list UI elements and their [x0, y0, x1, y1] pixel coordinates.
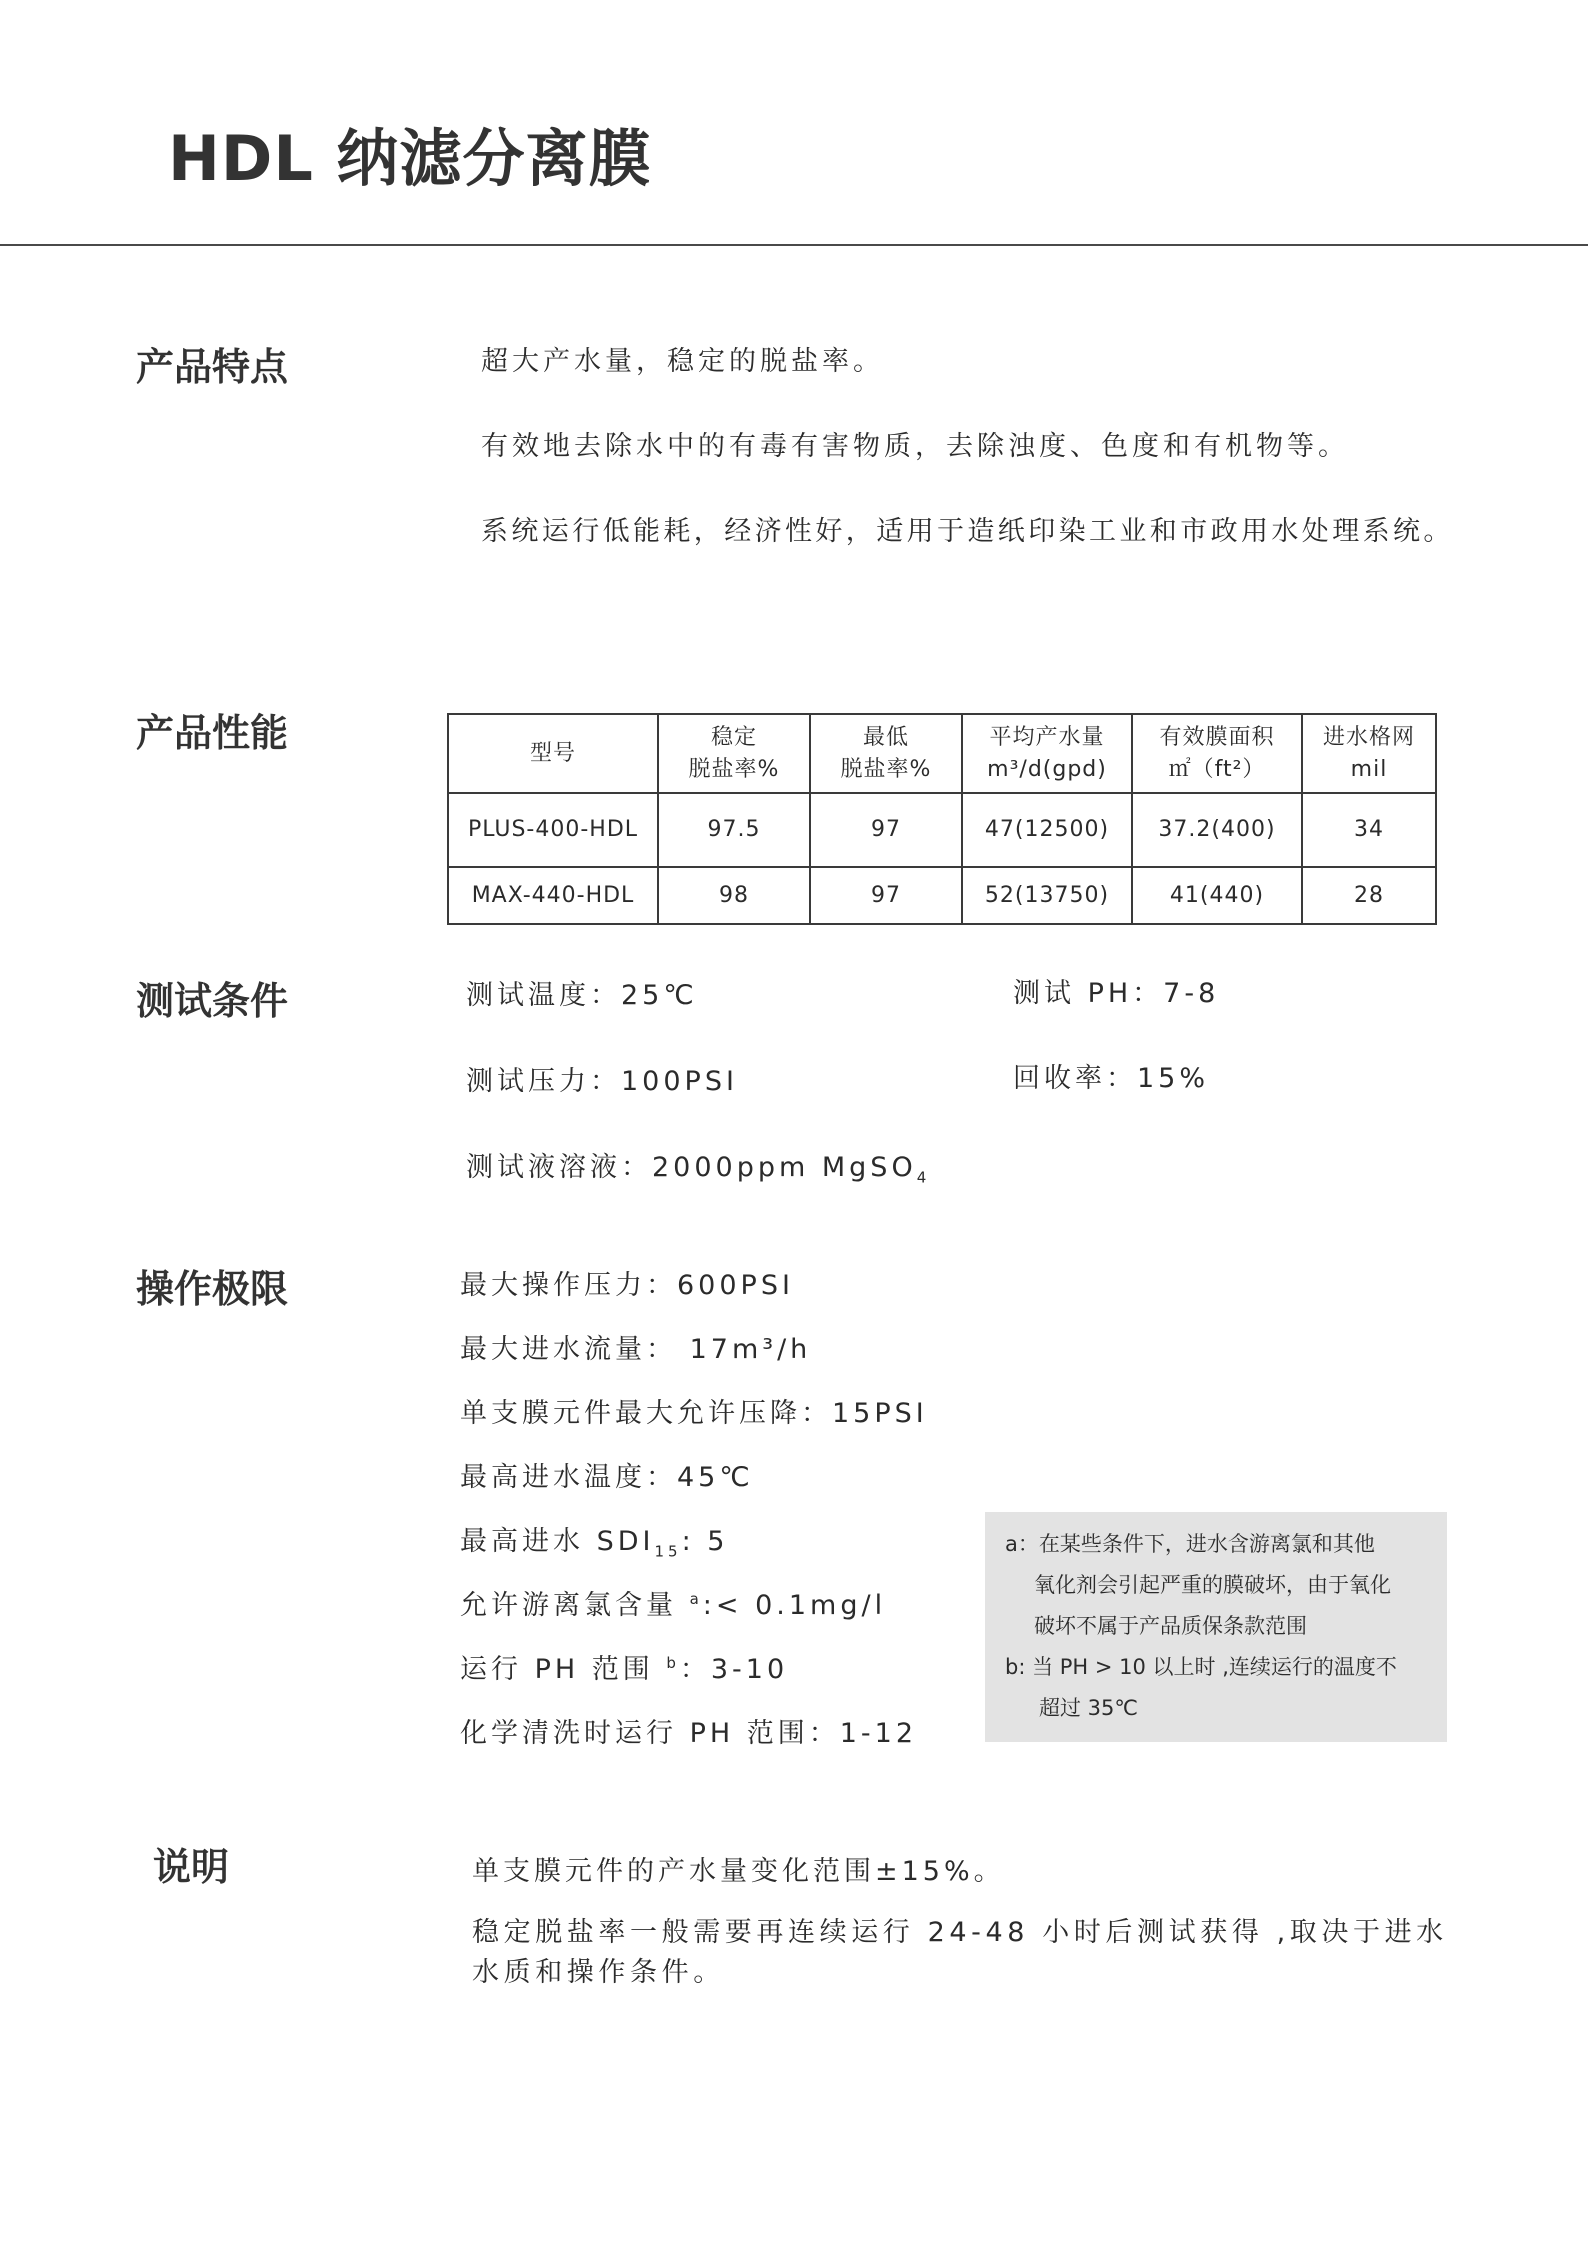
- header-min-rejection: 最低 脱盐率%: [810, 714, 962, 793]
- table-cell: 97: [810, 793, 962, 867]
- page-title: HDL 纳滤分离膜: [168, 122, 652, 195]
- feature-line-3: 系统运行低能耗，经济性好，适用于造纸印染工业和市政用水处理系统。: [481, 516, 1454, 547]
- limit-max-flow: 最大进水流量： 17m³/h: [460, 1334, 812, 1365]
- table-cell: MAX-440-HDL: [448, 867, 658, 924]
- header-membrane-area: 有效膜面积 ㎡（ft²）: [1132, 714, 1302, 793]
- header-avg-flow: 平均产水量 m³/d(gpd): [962, 714, 1132, 793]
- test-recovery: 回收率：15%: [1013, 1063, 1210, 1094]
- table-cell: 28: [1302, 867, 1436, 924]
- performance-heading: 产品性能: [136, 711, 289, 755]
- remark-line-2: 稳定脱盐率一般需要再连续运行 24-48 小时后测试获得 ,取决于进水水质和操作条件。: [472, 1917, 1448, 1988]
- footnote-b-line-1: b: 当 PH > 10 以上时 ,连续运行的温度不: [1005, 1655, 1397, 1679]
- table-cell: 34: [1302, 793, 1436, 867]
- footnote-a-line-3: 破坏不属于产品质保条款范围: [1034, 1614, 1307, 1638]
- test-solution: 测试液溶液：2000ppm MgSO$_4$: [466, 1152, 931, 1187]
- limit-ph-range: 运行 PH 范围 $^b$：3-10: [460, 1654, 789, 1685]
- header-feed-spacer: 进水格网 mil: [1302, 714, 1436, 793]
- title-divider: [0, 244, 1588, 246]
- feature-line-1: 超大产水量，稳定的脱盐率。: [481, 346, 884, 377]
- performance-table: [447, 713, 1437, 925]
- limit-max-pressure: 最大操作压力：600PSI: [460, 1270, 794, 1301]
- table-row: [448, 793, 1436, 867]
- features-heading: 产品特点: [136, 345, 289, 389]
- test-ph: 测试 PH：7-8: [1013, 978, 1220, 1009]
- test-pressure: 测试压力：100PSI: [466, 1066, 738, 1097]
- header-model: 型号: [448, 714, 658, 793]
- table-cell: 52(13750): [962, 867, 1132, 924]
- table-cell: 47(12500): [962, 793, 1132, 867]
- table-cell: 97.5: [658, 793, 810, 867]
- limit-max-pressure-drop: 单支膜元件最大允许压降：15PSI: [460, 1398, 928, 1429]
- footnote-a-line-1: a：在某些条件下，进水含游离氯和其他: [1005, 1532, 1375, 1556]
- limit-max-temperature: 最高进水温度：45℃: [460, 1462, 754, 1493]
- table-cell: 41(440): [1132, 867, 1302, 924]
- limit-free-chlorine: 允许游离氯含量 $^a$:< 0.1mg/l: [460, 1590, 887, 1621]
- limits-heading: 操作极限: [136, 1267, 289, 1311]
- test-temperature: 测试温度：25℃: [466, 980, 698, 1011]
- footnote-a-line-2: 氧化剂会引起严重的膜破坏，由于氧化: [1034, 1573, 1391, 1597]
- test-heading: 测试条件: [136, 979, 289, 1023]
- table-header-row: [448, 714, 1436, 793]
- footnote-b-line-2: 超过 35℃: [1039, 1696, 1138, 1720]
- limit-cleaning-ph: 化学清洗时运行 PH 范围：1-12: [460, 1718, 918, 1749]
- table-cell: PLUS-400-HDL: [448, 793, 658, 867]
- table-cell: 37.2(400): [1132, 793, 1302, 867]
- limit-max-sdi: 最高进水 $SDI_{15}$: 5: [460, 1526, 729, 1561]
- table-row: [448, 867, 1436, 924]
- footnote-box: [985, 1512, 1447, 1742]
- table-cell: 97: [810, 867, 962, 924]
- header-stable-rejection: 稳定 脱盐率%: [658, 714, 810, 793]
- feature-line-2: 有效地去除水中的有毒有害物质，去除浊度、色度和有机物等。: [481, 431, 1349, 462]
- remark-line-1: 单支膜元件的产水量变化范围±15%。: [472, 1856, 1005, 1887]
- remarks-heading: 说明: [153, 1845, 230, 1889]
- table-cell: 98: [658, 867, 810, 924]
